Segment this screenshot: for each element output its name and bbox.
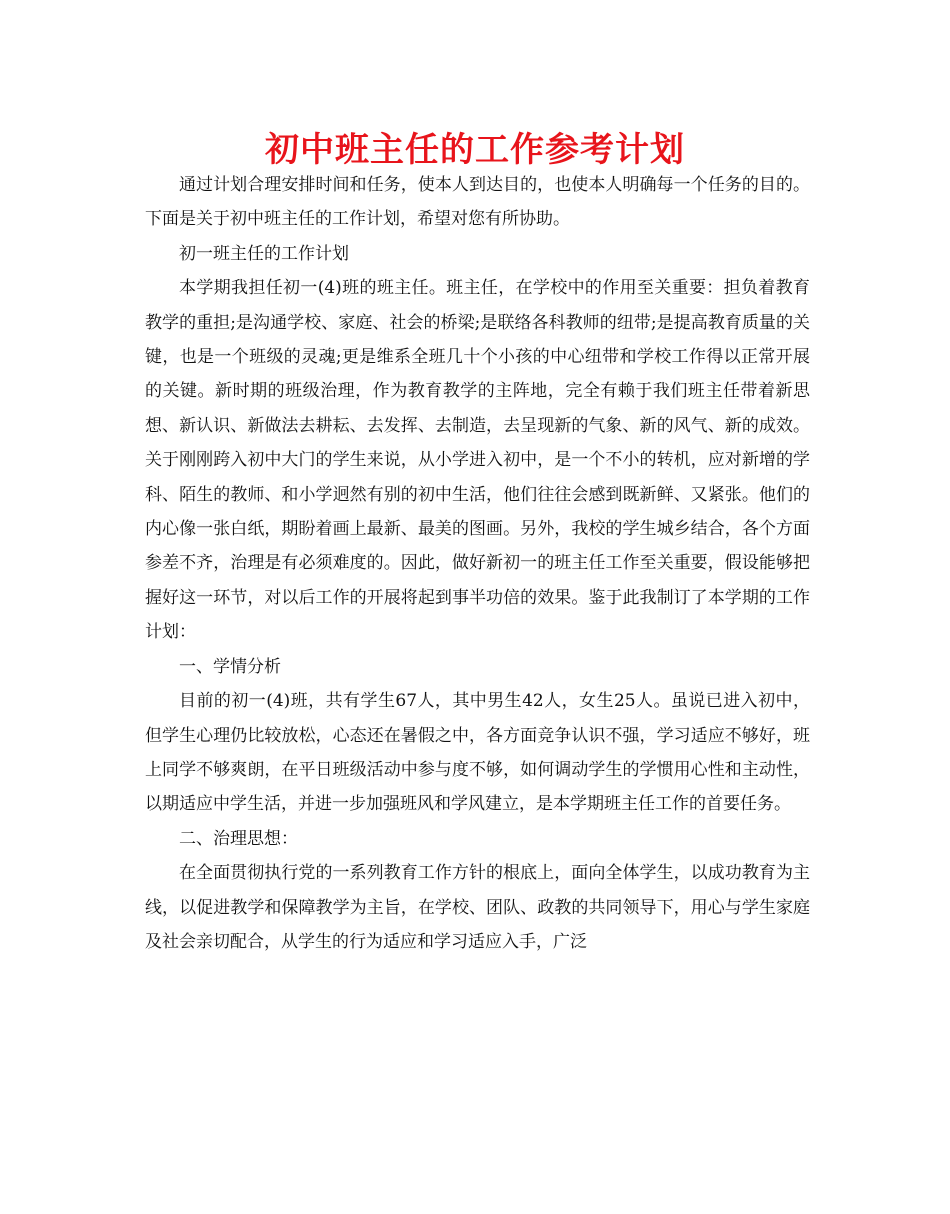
main-paragraph: 本学期我担任初一(4)班的班主任。班主任，在学校中的作用至关重要：担负着教育教学的重担;是沟通学校、家庭、社会的桥梁;是联络各科教师的纽带;是提高教育质量的关键，也是一个班级的灵魂;更是维系全班几十个小孩的中心纽带和学校工作得以正常开展的关键。新时期的班级治理，作为教育教学的主阵地，完全有赖于我们班主任带着新思想、新认识、新做法去耕耘、去发挥、去制造，去呈现新的气象、新的风气、新的成效。关于刚刚跨入初中大门的学生来说，从小学进入初中，是一个不小的转机，应对新增的学科、陌生的教师、和小学迥然有别的初中生活，他们往往会感到既新鲜、又紧张。他们的内心像一张白纸，期盼着画上最新、最美的图画。另外，我校的学生城乡结合，各个方面参差不齐，治理是有必须难度的。因此，做好新初一的班主任工作至关重要，假设能够把握好这一环节，对以后工作的开展将起到事半功倍的效果。鉴于此我制订了本学期的工作计划：	[145, 278, 810, 643]
document-body	[145, 168, 810, 959]
document-title: 初中班主任的工作参考计划	[265, 130, 685, 170]
section-heading-analysis: 一、学情分析	[179, 656, 281, 677]
section-heading-plan: 初一班主任的工作计划	[179, 243, 349, 264]
section-heading-ideas: 二、治理思想：	[179, 828, 298, 849]
ideas-paragraph: 在全面贯彻执行党的一系列教育工作方针的根底上，面向全体学生，以成功教育为主线，以促进教学和保障教学为主旨，在学校、团队、政教的共同领导下，用心与学生家庭及社会亲切配合，从学生的行为适应和学习适应入手，广泛	[145, 863, 810, 952]
analysis-paragraph: 目前的初一(4)班，共有学生67人，其中男生42人，女生25人。虽说已进入初中，但学生心理仍比较放松，心态还在暑假之中，各方面竞争认识不强，学习适应不够好，班上同学不够爽朗，在平日班级活动中参与度不够，如何调动学生的学惯用心性和主动性，以期适应中学生活，并进一步加强班风和学风建立，是本学期班主任工作的首要任务。	[145, 691, 810, 815]
intro-paragraph: 通过计划合理安排时间和任务，使本人到达目的，也使本人明确每一个任务的目的。下面是关于初中班主任的工作计划，希望对您有所协助。	[145, 175, 810, 230]
